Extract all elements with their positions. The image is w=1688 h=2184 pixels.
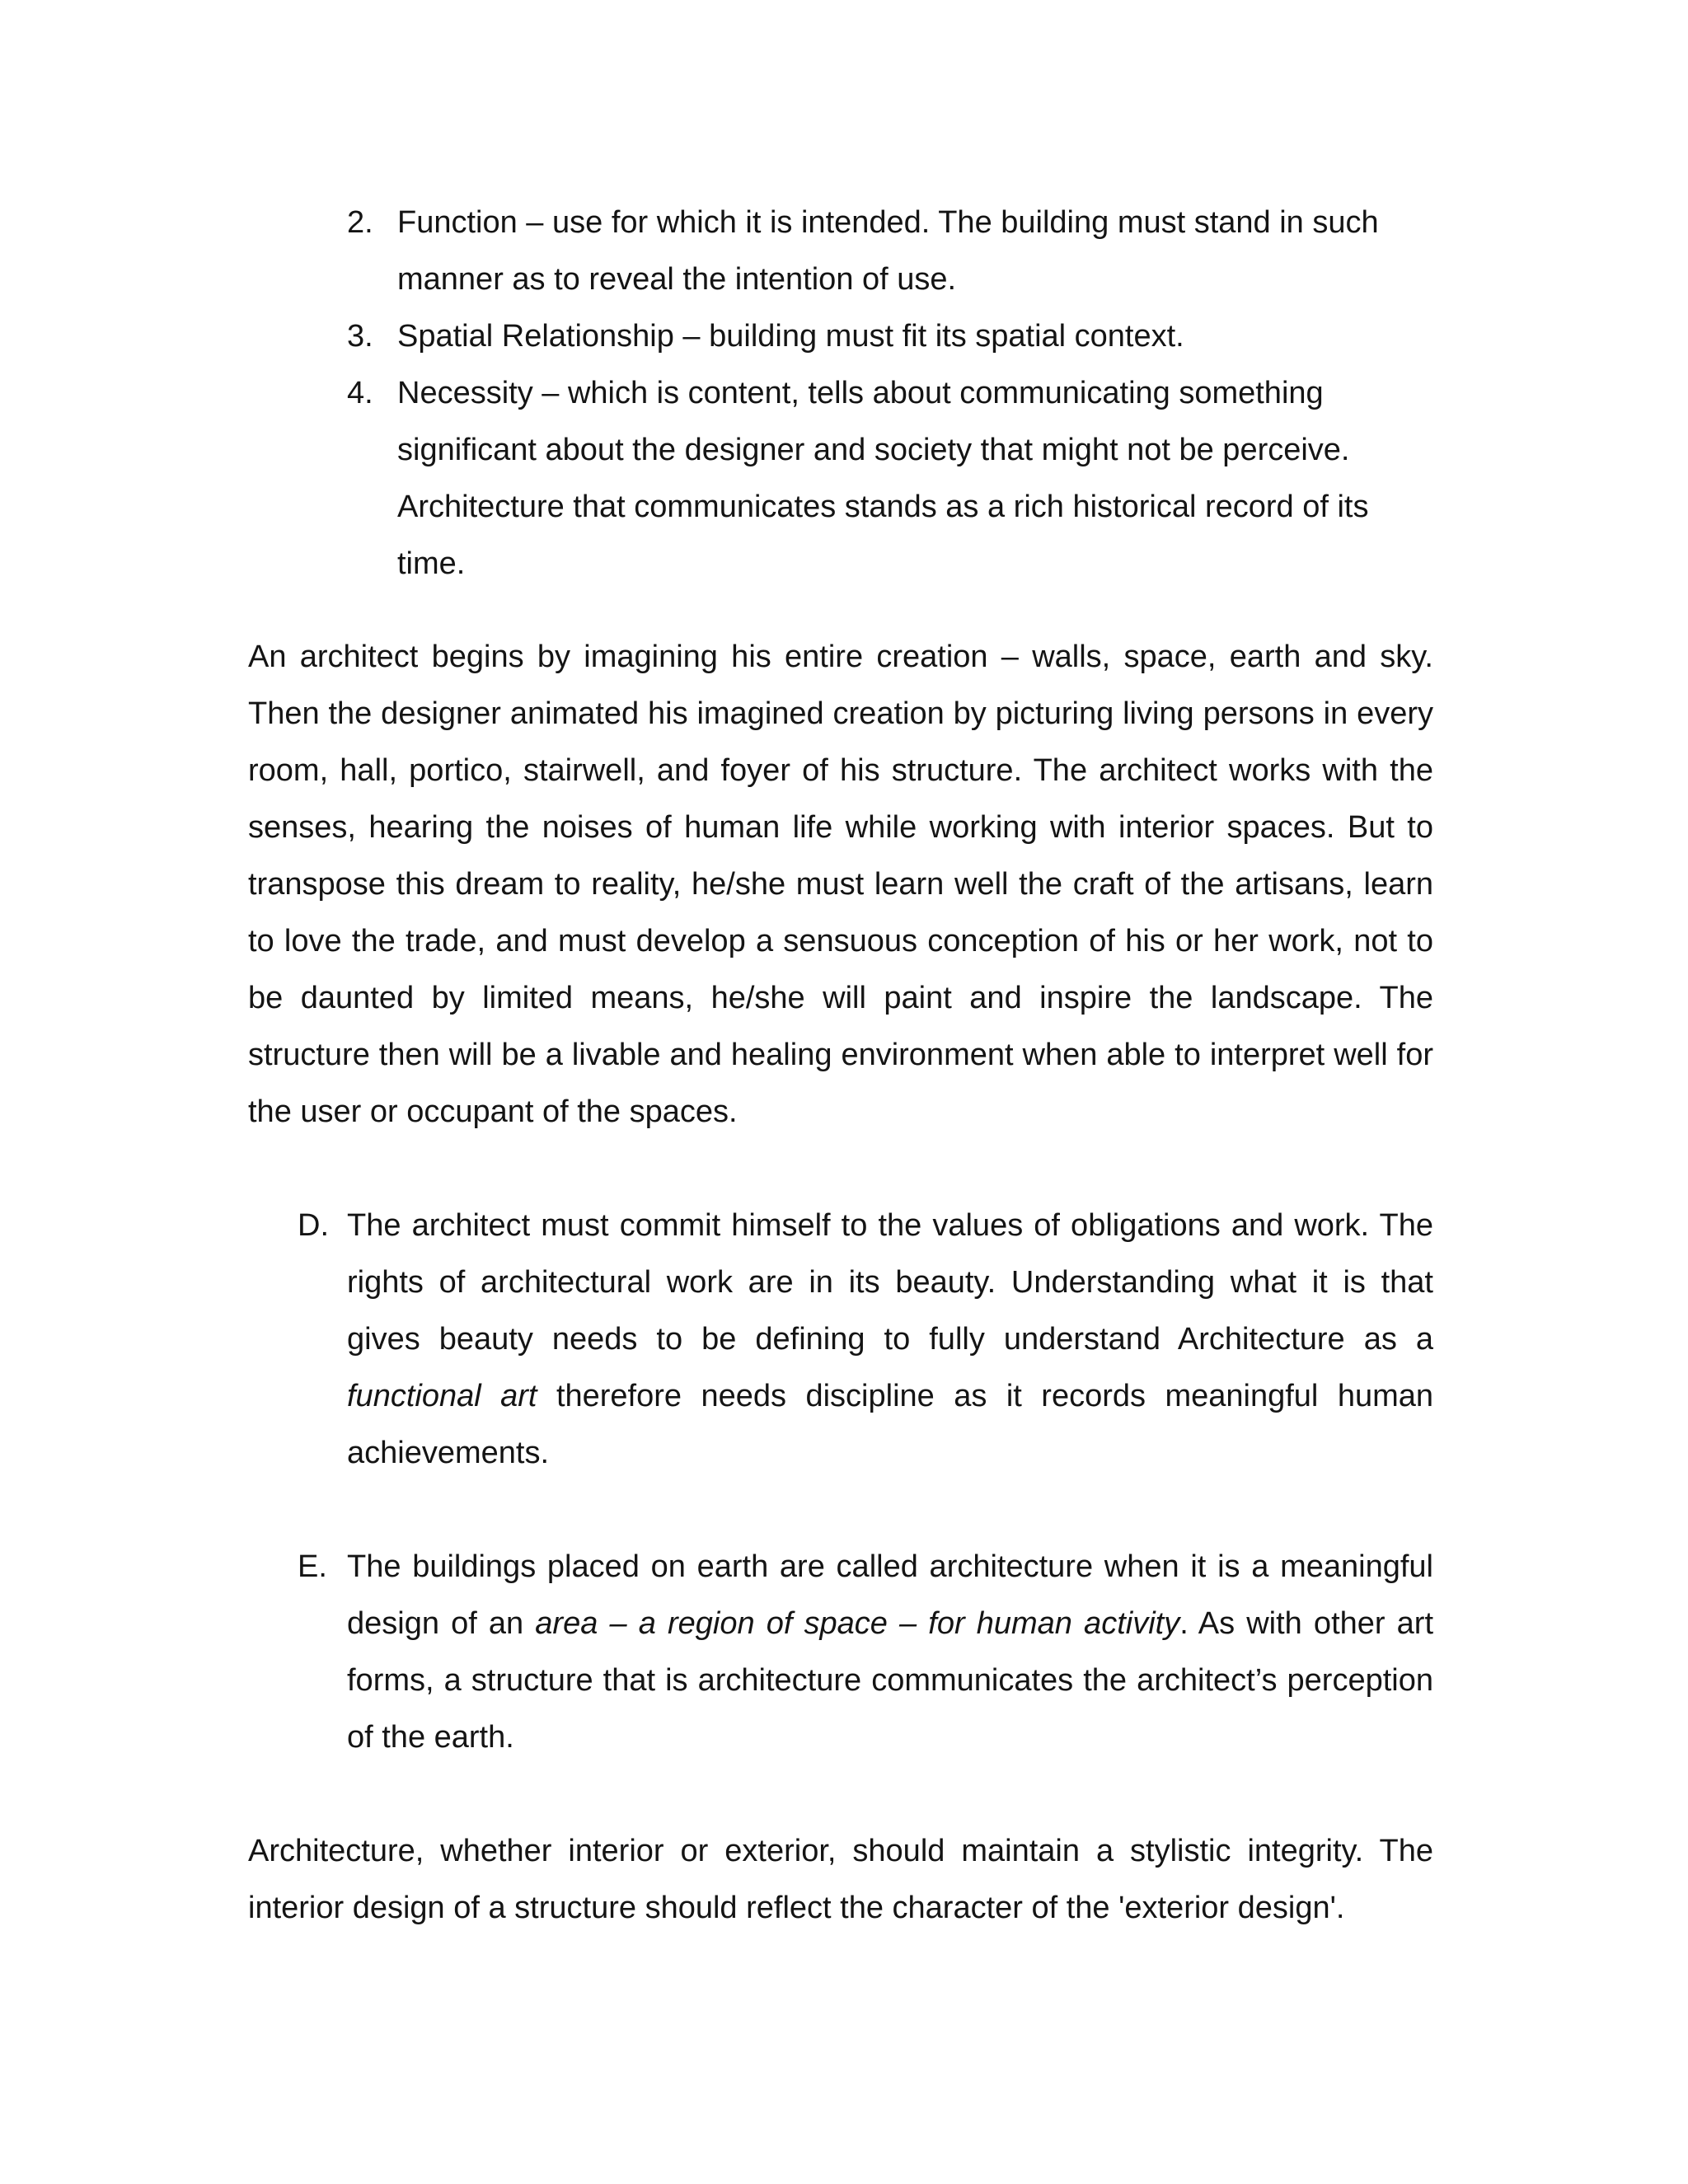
lettered-item-d	[298, 1197, 1433, 1482]
list-marker: 4.	[347, 376, 373, 410]
item-text	[347, 1208, 1433, 1470]
paragraph-architect-imagining: An architect begins by imagining his entire creation – walls, space, earth and sky. Then the designer animated his imagined creation by picturing living persons in every room, hall, portico, stairwell, and foyer of his structure. The architect works with the senses, hearing the noises of human life while working with interior spaces. But to transpose this dream to reality, he/she must learn well the craft of the artisans, learn to love the trade, and must develop a sensuous conception of his or her work, not to be daunted by limited means, he/she will paint and inspire the landscape. The structure then will be a livable and healing environment when able to interpret well for the user or occupant of the spaces.	[248, 640, 1433, 1129]
list-item-text: Function – use for which it is intended. The building must stand in such manner as to reveal the intention of use.	[397, 205, 1379, 297]
list-item	[347, 365, 1433, 593]
list-item-text: Spatial Relationship – building must fit its spatial context.	[397, 319, 1184, 354]
item-text-after: . As with other art forms, a structure that is architecture communicates the architect’s perception of the earth.	[347, 1606, 1434, 1755]
item-marker: D.	[298, 1208, 329, 1243]
list-marker: 3.	[347, 319, 373, 354]
page-content	[248, 194, 1433, 1937]
item-text-before: The architect must commit himself to the values of obligations and work. The rights of architectural work are in its beauty. Understanding what it is that gives beauty needs to be defining to fully understand Architecture as a	[347, 1208, 1433, 1357]
item-text-before: The buildings placed on earth are called architecture when it is a meaningful design of an	[347, 1549, 1433, 1641]
item-emphasis: area – a region of space – for human activity	[535, 1606, 1180, 1641]
lettered-item-e	[298, 1539, 1433, 1766]
list-item	[347, 308, 1433, 365]
numbered-list	[347, 194, 1433, 593]
list-item-text: Necessity – which is content, tells about communicating something significant about the designer and society that might not be perceive. Architecture that communicates stands as a rich historical record of its time.	[397, 376, 1369, 581]
item-text	[347, 1549, 1433, 1755]
item-marker: E.	[298, 1549, 327, 1584]
paragraph-stylistic-integrity: Architecture, whether interior or exterior, should maintain a stylistic integrity. The interior design of a structure should reflect the character of the 'exterior design'.	[248, 1834, 1433, 1925]
list-marker: 2.	[347, 205, 373, 240]
list-item	[347, 194, 1433, 308]
item-text-after: therefore needs discipline as it records meaningful human achievements.	[347, 1379, 1434, 1470]
item-emphasis: functional art	[347, 1379, 537, 1413]
